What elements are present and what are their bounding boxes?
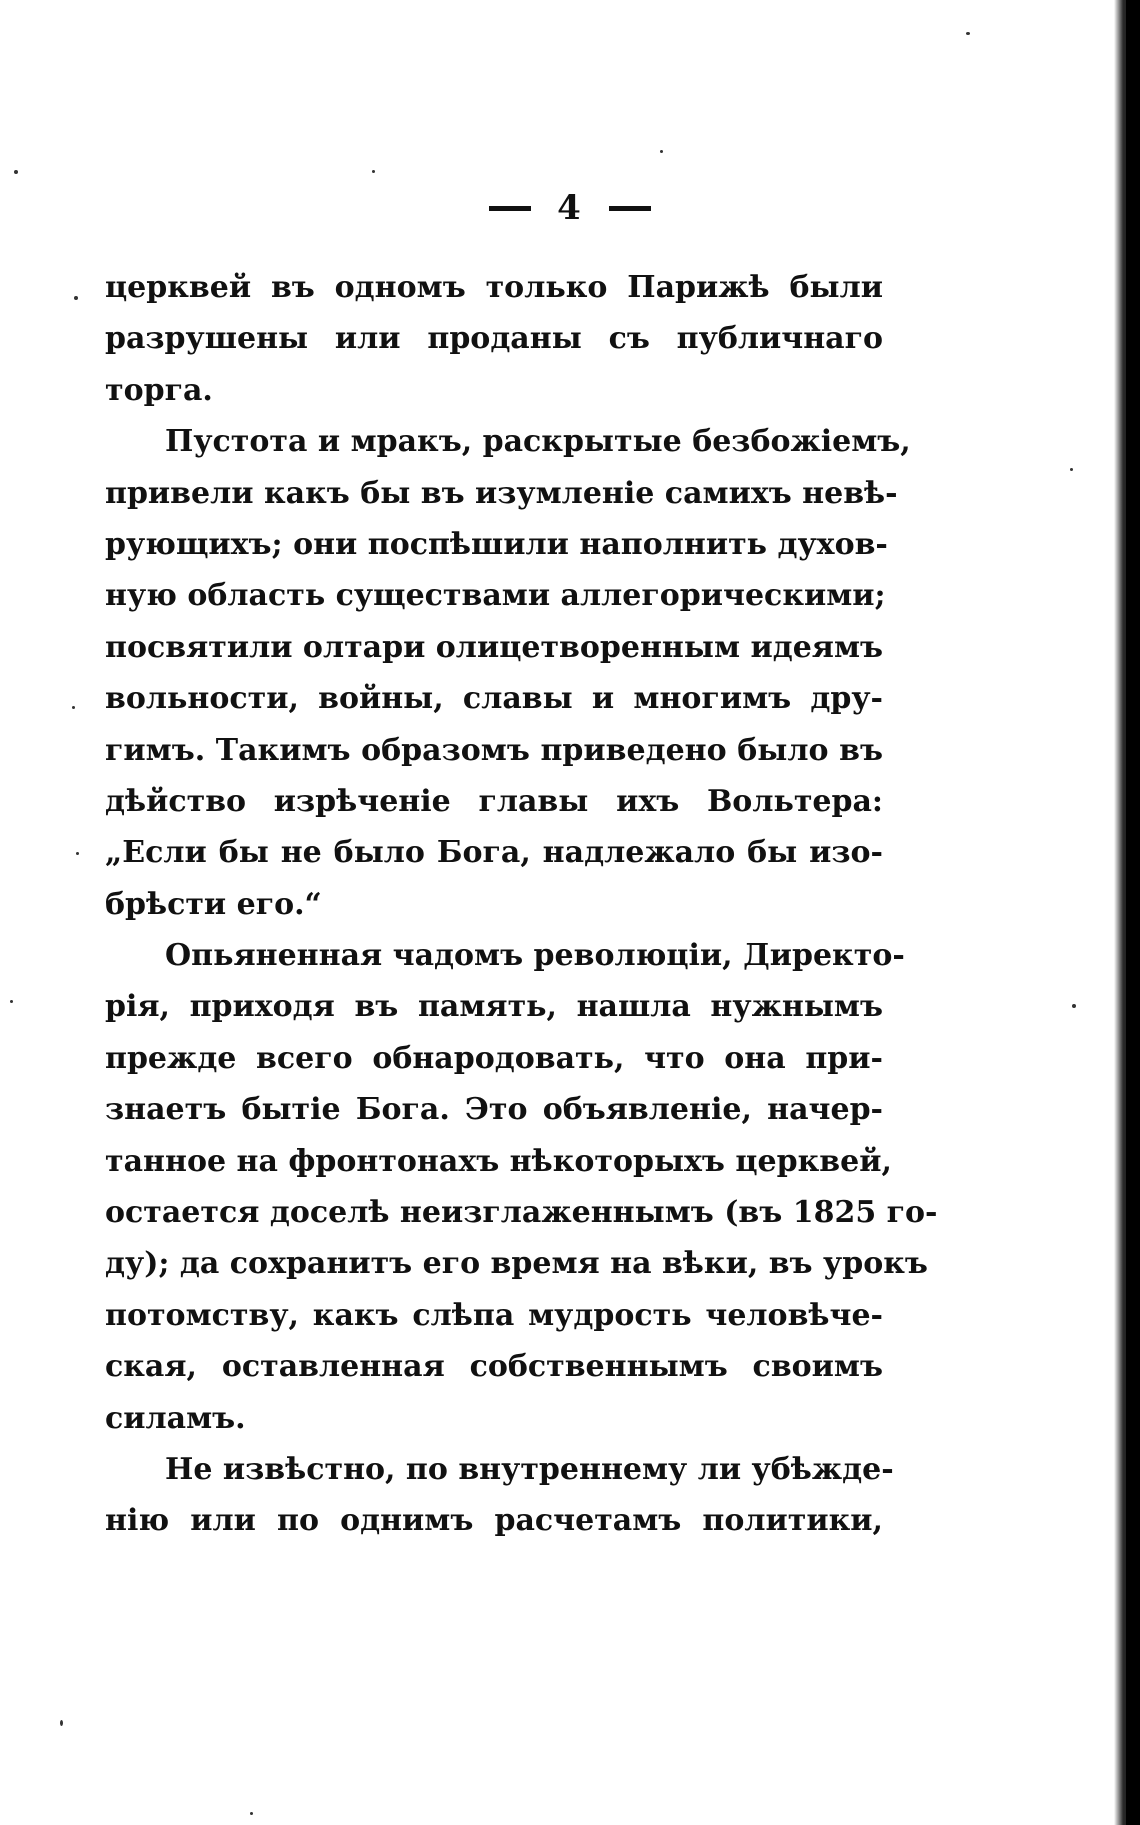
text-line: остается доселѣ неизглаженнымъ (въ 1825 го- [105, 1195, 938, 1231]
text-line: рія, приходя въ память, нашла нужнымъ [105, 989, 883, 1025]
text-line: Опьяненная чадомъ революціи, Директо- [165, 938, 905, 974]
text-line: Пустота и мракъ, раскрытые безбожіемъ, [165, 424, 911, 460]
text-line: торга. [105, 372, 213, 408]
text-line: танное на фронтонахъ нѣкоторыхъ церквей, [105, 1143, 892, 1179]
text-line: дѣйство изрѣченіе главы ихъ Вольтера: [105, 783, 883, 819]
scan-speck [1072, 1004, 1076, 1008]
page-edge-binding [1126, 0, 1140, 1825]
text-line: ную область существами аллегорическими; [105, 578, 886, 614]
text-line: церквей въ одномъ только Парижѣ были [105, 270, 883, 305]
page-number-dash-right [609, 206, 651, 211]
page-number [0, 186, 1140, 228]
text-line: посвятили олтари олицетворенным идеямъ [105, 629, 884, 665]
scan-speck [60, 1720, 63, 1726]
scan-speck [74, 296, 78, 300]
text-line: прежде всего обнародовать, что она при- [105, 1040, 883, 1076]
scan-speck [660, 150, 663, 153]
text-line: ская, оставленная собственнымъ своимъ [105, 1349, 883, 1385]
text-line: потомству, какъ слѣпа мудрость человѣче- [105, 1297, 883, 1333]
scan-speck [1070, 468, 1073, 471]
text-line: Не извѣстно, по внутреннему ли убѣжде- [165, 1451, 894, 1487]
text-line: гимъ. Такимъ образомъ приведено было въ [105, 732, 883, 768]
scan-speck [372, 170, 375, 173]
text-line: „Если бы не было Бога, надлежало бы изо- [105, 835, 883, 871]
scan-speck [966, 32, 970, 35]
text-line: вольности, войны, славы и многимъ дру- [105, 681, 883, 717]
text-line: брѣсти его.“ [105, 886, 322, 922]
scan-speck [250, 1812, 253, 1815]
scan-speck [14, 170, 18, 174]
text-line: знаетъ бытіе Бога. Это объявленіе, начер- [105, 1092, 883, 1128]
text-line: разрушены или проданы съ публичнаго [105, 321, 883, 357]
text-line: рующихъ; они поспѣшили наполнить духов- [105, 526, 888, 562]
scan-speck [10, 1000, 13, 1003]
text-line: ду); да сохранитъ его время на вѣки, въ урокъ [105, 1246, 928, 1282]
scan-speck [76, 852, 79, 855]
text-line: силамъ. [105, 1400, 246, 1436]
text-line: нію или по однимъ расчетамъ политики, [105, 1503, 883, 1539]
text-line: привели какъ бы въ изумленіе самихъ невѣ- [105, 475, 898, 511]
page-number-value: 4 [557, 188, 583, 228]
page-number-dash-left [489, 206, 531, 211]
scan-speck [72, 706, 75, 709]
body-text [105, 262, 938, 1547]
